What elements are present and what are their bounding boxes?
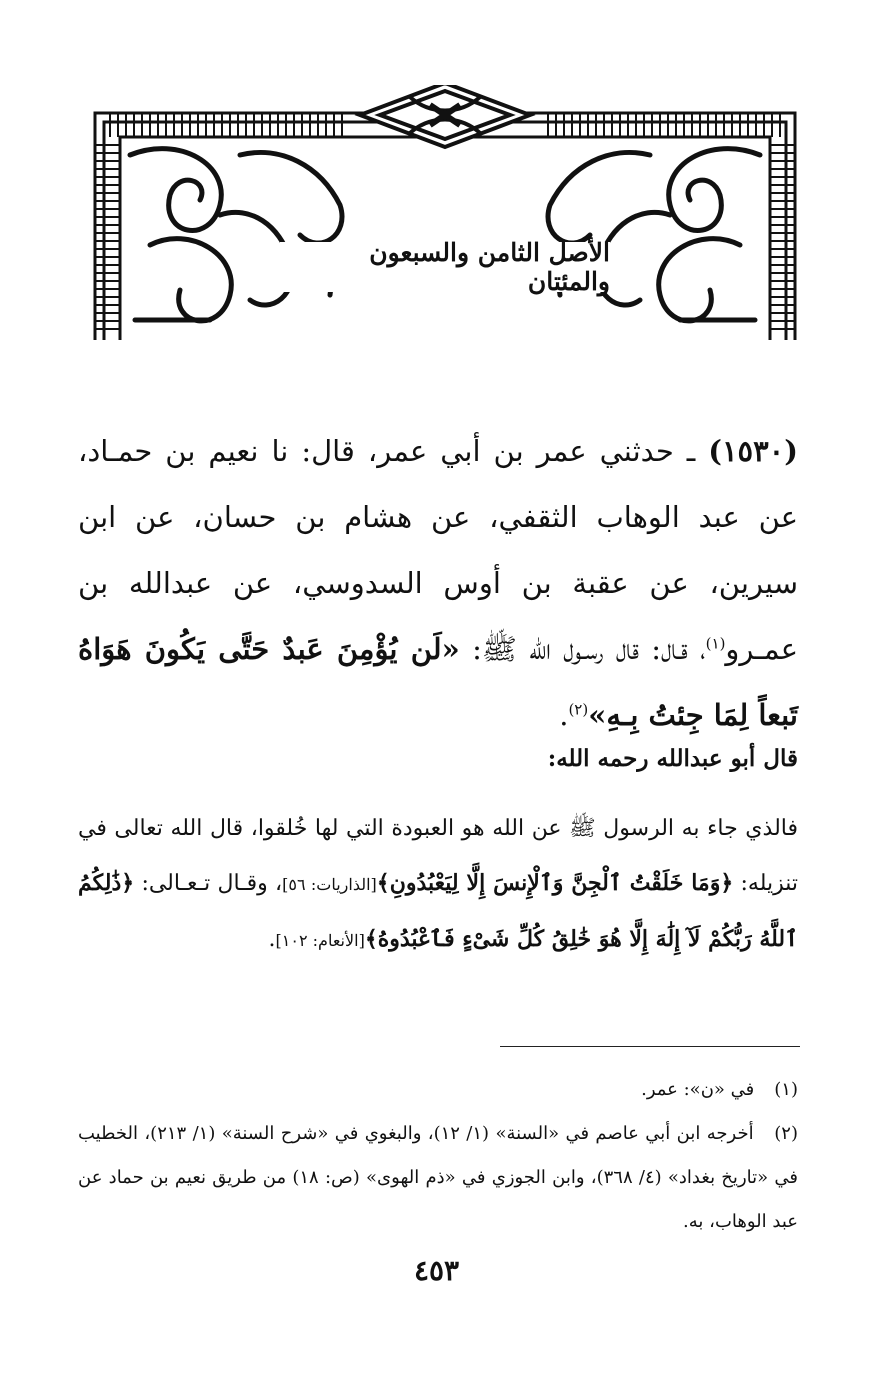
quran-ref-1: [الذاريات: ٥٦] [282,875,377,894]
commentary-line-2: ، وقـال تـعـالى: [141,871,283,896]
page-number: ٤٥٣ [413,1254,460,1287]
quran-verse-1: ﴿وَمَا خَلَقْتُ ٱلْجِنَّ وَٱلْإِنسَ إِلَّا لِيَعْبُدُونِ﴾ [376,870,734,896]
hadith-number: (١٥٣٠) [708,434,798,468]
quran-verse-2: ﴿ذَٰلِكُمُ ٱللَّهُ رَبُّكُمْ لَآ إِلَٰهَ إِلَّا هُوَ خَٰلِقُ كُلِّ شَىْءٍ فَٱعْبُدُوهُ﴾ [78,870,798,952]
footnote-text: في «ن»: عمر. [641,1079,755,1100]
hadith-matn: «لَن يُؤْمِنَ عَبدٌ حَتَّى يَكُونَ هَوَاهُ تَبعاً لِمَا جِئتُ بِـهِ» [78,632,798,732]
hadith-end: . [559,698,569,732]
commentary-heading: قال أبو عبدالله رحمه الله: [547,745,798,772]
hadith-block [78,418,798,748]
footnotes [78,1068,798,1244]
hadith-saying-intro: ، قـال: قال رسـول الله ﷺ: [472,632,706,666]
footnote-text: أخرجه ابن أبي عاصم في «السنة» (١/ ١٢)، والبغوي في «شرح السنة» (١/ ٢١٣)، الخطيب في «تاريخ بغداد» (٤/ ٣٦٨)، وابن الجوزي في «ذم الهوى» (ص: ١٨) من طريق نعيم بن حماد عن عبد الوهاب، به. [78,1123,798,1232]
footnote-separator [500,1046,800,1047]
chapter-title: الأصل الثامن والسبعون والمئتان [280,242,610,292]
footnote-item [78,1068,798,1112]
commentary-line-1: فالذي جاء به الرسول ﷺ عن الله هو العبودة التي لها خُلقوا، قال الله تعالى في تنزيله: [78,816,798,896]
footnote-item [78,1112,798,1244]
ornamental-header-frame [90,85,800,345]
footnote-number: (١) [774,1079,798,1100]
commentary-block [78,802,798,968]
footnote-ref-2[interactable]: (٢) [568,700,589,719]
hadith-paragraph [78,418,798,748]
footnote-ref-1[interactable]: (١) [705,634,726,653]
hadith-isnad: ـ حدثني عمر بن أبي عمر، قال: نا نعيم بن حمـاد، عن عبد الوهاب الثقفي، عن هشام بن حسان، عن ابن سيرين، عن عقبة بن أوس السدوسي، عن عبدالله بن عمـرو [78,434,798,666]
commentary-paragraph [78,802,798,968]
footnote-number: (٢) [774,1123,798,1144]
commentary-end: . [268,927,276,952]
quran-ref-2: [الأنعام: ١٠٢] [275,931,365,950]
